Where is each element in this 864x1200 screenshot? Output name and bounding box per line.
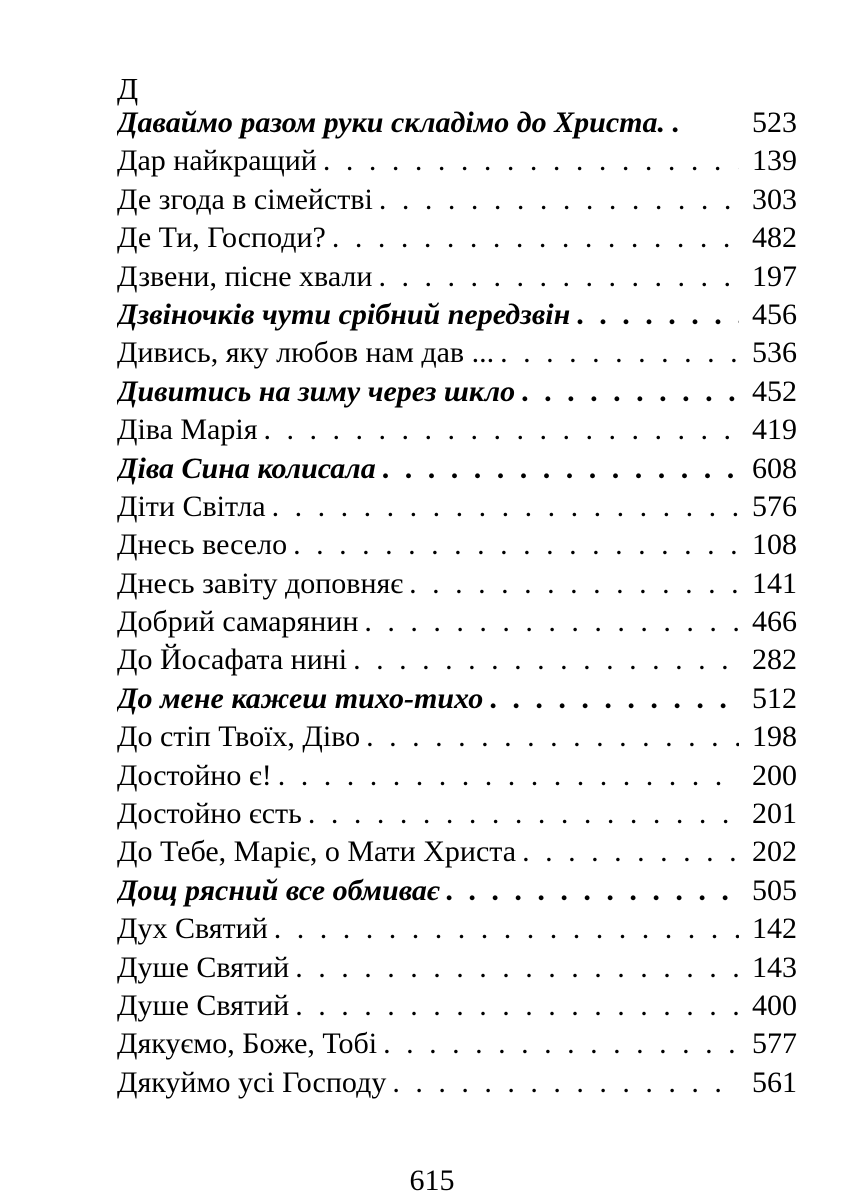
- index-entry-page-number: 139: [752, 144, 797, 178]
- index-entry-page-number: 561: [752, 1065, 797, 1099]
- index-entry-title: Дякуймо усі Господу: [117, 1065, 387, 1099]
- index-entry-title: Діти Світла: [117, 489, 266, 523]
- index-entry-leader-dots: [332, 219, 739, 257]
- index-entry-title: Достойно єсть: [117, 797, 302, 831]
- index-entry-page-number: 303: [752, 182, 797, 216]
- index-entry: [117, 488, 797, 526]
- index-entry-title: Діва Марія: [117, 413, 258, 447]
- index-entry-page-number: 456: [752, 297, 797, 331]
- index-entry-title: До Тебе, Маріє, о Мати Христа: [117, 835, 517, 869]
- index-entry: [117, 1025, 797, 1063]
- index-entry-leader-dots: [521, 373, 739, 411]
- index-entry-leader-dots: [445, 872, 739, 910]
- index-entry-page-number: 202: [752, 835, 797, 869]
- index-entry: [117, 603, 797, 641]
- index-entry-title: Де Ти, Господи?: [117, 221, 326, 255]
- index-entry: [117, 987, 797, 1025]
- index-entry-page-number: 536: [752, 336, 797, 370]
- index-entry-title: До стіп Твоїх, Діво: [117, 720, 361, 754]
- index-entry: [117, 795, 797, 833]
- index-entry-title: Дзвіночків чути срібний передзвін: [117, 297, 571, 331]
- index-entry-leader-dots: [409, 565, 739, 603]
- section-heading-letter: Д: [117, 71, 139, 106]
- index-entry: [117, 757, 797, 795]
- index-entry-page-number: 523: [752, 106, 797, 139]
- index-entry-page-number: 143: [752, 950, 797, 984]
- index-entry: [117, 181, 797, 219]
- index-entry-leader-dots: [323, 142, 739, 180]
- index-entry: [117, 373, 797, 411]
- index-entry-title: До Йосафата нині: [117, 643, 348, 677]
- index-entry-title: Дзвени, пісне хвали: [117, 259, 373, 293]
- index-entry-leader-dots: [353, 641, 739, 679]
- index-entry-title: Дух Святий: [117, 912, 268, 946]
- index-entry-page-number: 505: [752, 873, 797, 907]
- index-entry: [117, 718, 797, 756]
- index-entry-title: Де згода в сімействі: [117, 182, 373, 216]
- index-entry: [117, 641, 797, 679]
- index-entry-leader-dots: [500, 334, 739, 372]
- index-entry-page-number: 512: [752, 681, 797, 715]
- index-entry-title: Достойно є!: [117, 758, 272, 792]
- index-entry-leader-dots: [278, 757, 739, 795]
- index-entry-title: Дивись, яку любов нам дав ...: [117, 336, 495, 370]
- index-entry-page-number: 108: [752, 528, 797, 562]
- index-entry-leader-dots: [392, 1064, 739, 1102]
- index-entry-leader-dots: [378, 258, 739, 296]
- index-entry-page-number: 400: [752, 988, 797, 1022]
- index-entry: [117, 526, 797, 564]
- index-entry: [117, 142, 797, 180]
- index-entry-leader-dots: [383, 1025, 739, 1063]
- index-entry: [117, 949, 797, 987]
- index-entry-title: До мене кажеш тихо-тихо: [117, 681, 484, 715]
- index-entry-title: Дощ рясний все обмиває: [117, 873, 440, 907]
- index-entry-page-number: 608: [752, 451, 797, 485]
- index-entry-page-number: 577: [752, 1027, 797, 1061]
- index-entry: [117, 1064, 797, 1102]
- index-entry-dots: . .: [657, 106, 680, 139]
- index-entry-leader-dots: [274, 910, 739, 948]
- index-entry-title: Дякуємо, Боже, Тобі: [117, 1027, 378, 1061]
- index-entry-leader-dots: [295, 987, 739, 1025]
- index-entry-page-number: 282: [752, 643, 797, 677]
- index-entry-title: Днесь весело: [117, 528, 288, 562]
- index-entry-leader-dots: [382, 450, 739, 488]
- index-entry-leader-dots: [364, 603, 739, 641]
- index-entry: [117, 680, 797, 718]
- index-list: [117, 104, 797, 1102]
- index-entry-page-number: 452: [752, 374, 797, 408]
- index-entry: [117, 258, 797, 296]
- index-entry-page-number: 141: [752, 566, 797, 600]
- index-entry-title: Дар найкращий: [117, 144, 317, 178]
- index-entry: [117, 910, 797, 948]
- index-entry-leader-dots: [489, 680, 739, 718]
- index-entry-page-number: 576: [752, 489, 797, 523]
- index-entry-title: Днесь завіту доповняє: [117, 566, 404, 600]
- index-entry-page-number: 482: [752, 221, 797, 255]
- index-entry: [117, 296, 797, 334]
- index-entry: [117, 565, 797, 603]
- index-entry-title: Даваймо разом руки складімо до Христа: [117, 106, 658, 139]
- index-entry-page-number: 197: [752, 259, 797, 293]
- index-entry-leader-dots: [576, 296, 739, 334]
- index-entry: [117, 104, 797, 142]
- index-entry-leader-dots: [366, 718, 739, 756]
- index-entry-leader-dots: [308, 795, 739, 833]
- index-entry-leader-dots: [264, 411, 739, 449]
- index-entry: [117, 833, 797, 871]
- index-entry: [117, 219, 797, 257]
- index-entry: [117, 450, 797, 488]
- index-entry-page-number: 200: [752, 758, 797, 792]
- index-entry-title: Добрий самарянин: [117, 605, 359, 639]
- index-entry-page-number: 201: [752, 797, 797, 831]
- index-entry-page-number: 198: [752, 720, 797, 754]
- index-entry-title: Душе Святий: [117, 988, 290, 1022]
- index-entry-leader-dots: [379, 181, 739, 219]
- index-entry-page-number: 142: [752, 912, 797, 946]
- index-entry-leader-dots: [522, 833, 739, 871]
- index-entry-title: Дивитись на зиму через шкло: [117, 374, 516, 408]
- index-entry: [117, 411, 797, 449]
- index-entry: [117, 872, 797, 910]
- index-entry-leader-dots: [272, 488, 739, 526]
- index-entry-page-number: 419: [752, 413, 797, 447]
- index-entry-title: Душе Святий: [117, 950, 290, 984]
- index-entry-leader-dots: [293, 526, 739, 564]
- index-entry-title: Діва Сина колисала: [117, 451, 376, 485]
- index-entry: [117, 334, 797, 372]
- page-number: 615: [409, 1164, 455, 1197]
- index-entry-leader-dots: [295, 949, 739, 987]
- index-entry-page-number: 466: [752, 605, 797, 639]
